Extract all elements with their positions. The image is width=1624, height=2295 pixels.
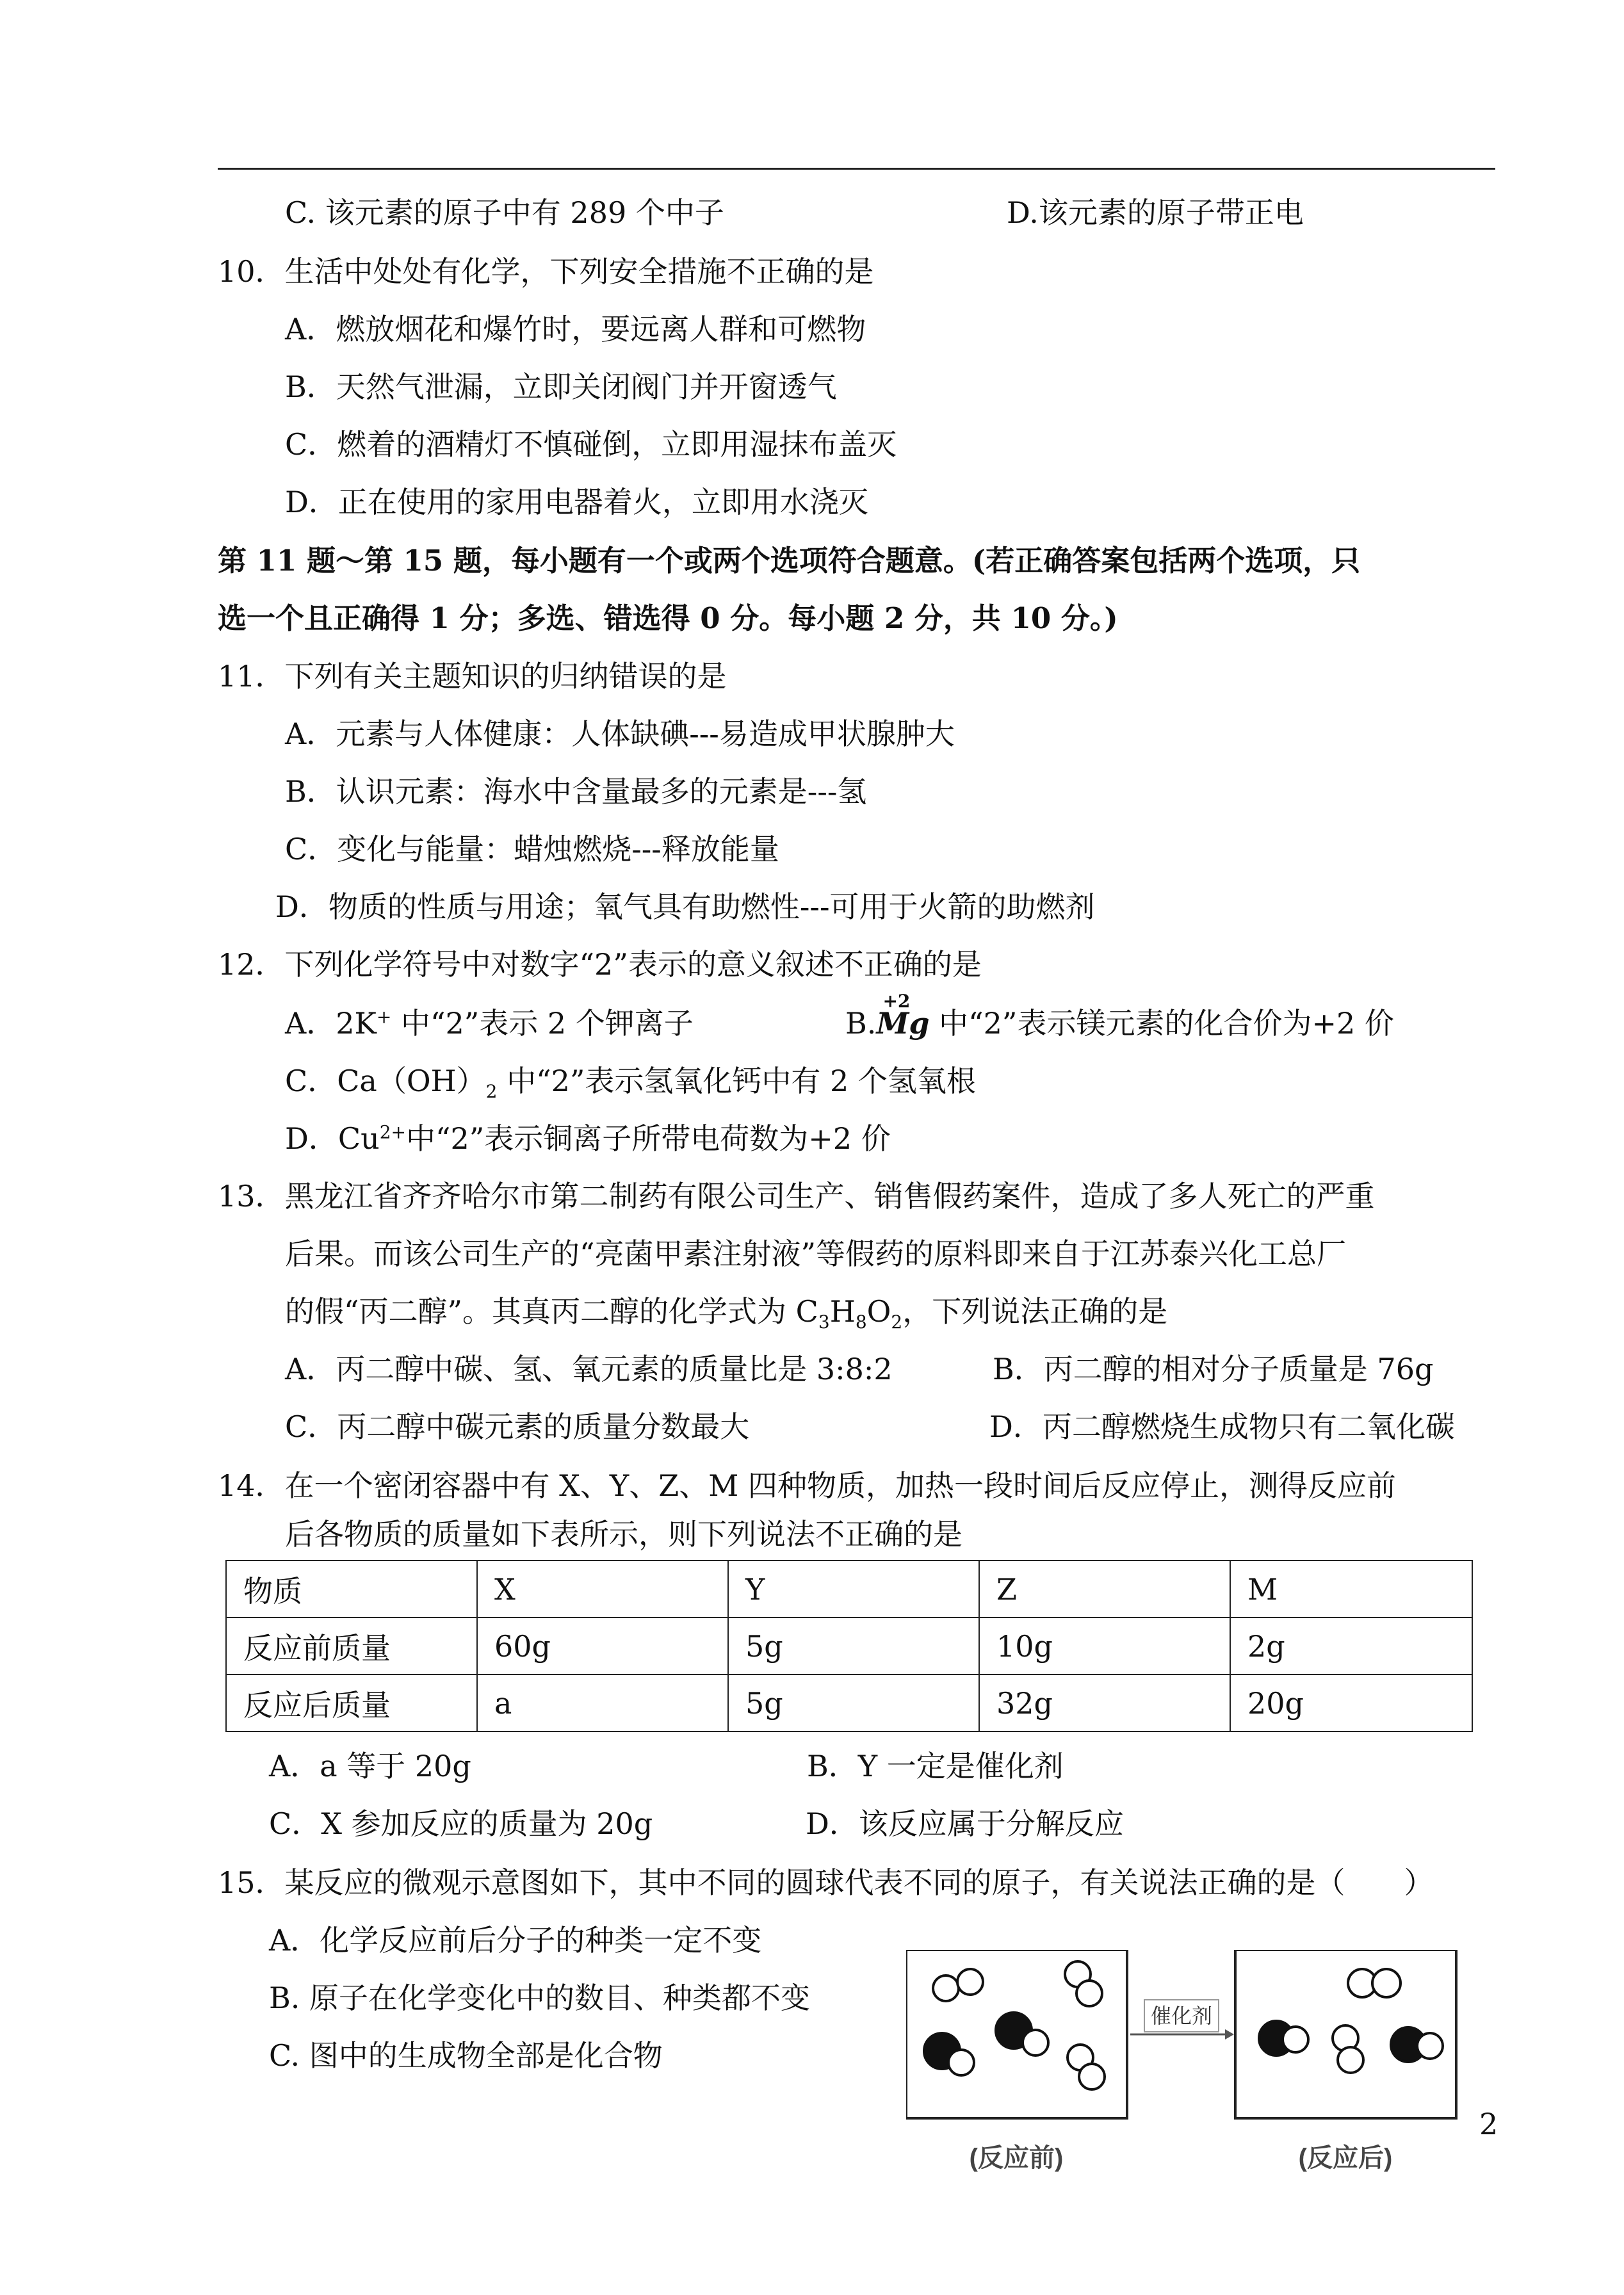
- table-cell: 10g: [979, 1618, 1230, 1675]
- table-header-cell: Z: [979, 1561, 1230, 1618]
- molecule-atom-white: [1023, 2030, 1048, 2056]
- q14-option-b: B．Y 一定是催化剂: [807, 1749, 1064, 1783]
- q13-stem-line1: 13．黑龙江省齐齐哈尔市第二制药有限公司生产、销售假药案件，造成了多人死亡的严重: [218, 1179, 1375, 1213]
- table-cell: 20g: [1230, 1675, 1472, 1731]
- formula-sub-o: 2: [891, 1311, 903, 1333]
- table-header-cell: 物质: [226, 1561, 477, 1618]
- molecule-atom-white: [1079, 2064, 1105, 2089]
- q12-d-text: 中“2”表示铜离子所带电荷数为+2 价: [405, 1121, 891, 1156]
- q14-option-c: C．X 参加反应的质量为 20g: [269, 1806, 653, 1841]
- table-cell: 5g: [728, 1618, 979, 1675]
- molecule-atom-white: [957, 1969, 983, 1995]
- q12-d-superscript: 2+: [379, 1121, 406, 1143]
- header-rule: [218, 168, 1495, 170]
- page-number: 2: [1479, 2107, 1498, 2141]
- q9-option-d: D.该元素的原子带正电: [1007, 195, 1304, 230]
- mg-symbol: [876, 991, 930, 1042]
- q12-c-subscript: 2: [485, 1081, 498, 1103]
- formula-sub-c: 3: [818, 1311, 830, 1333]
- table-cell: 32g: [979, 1675, 1230, 1731]
- section-instruction-line2: 选一个且正确得 1 分；多选、错选得 0 分。每小题 2 分，共 10 分。): [218, 601, 1118, 635]
- molecule-atom-white: [1076, 1981, 1102, 2006]
- q14-stem-line2: 后各物质的质量如下表所示，则下列说法不正确的是: [285, 1517, 962, 1552]
- q11-stem: 11．下列有关主题知识的归纳错误的是: [218, 659, 727, 693]
- mg-valence: +2: [882, 991, 911, 1012]
- mass-table: [225, 1560, 1473, 1732]
- formula-o: O: [866, 1294, 891, 1329]
- mg-element: Mg: [876, 1006, 930, 1041]
- q15-stem: 15．某反应的微观示意图如下，其中不同的圆球代表不同的原子，有关说法正确的是（ ）: [218, 1865, 1434, 1900]
- q13-stem3-prefix: 的假“丙二醇”。其真丙二醇的化学式为 C: [285, 1294, 818, 1329]
- table-cell: 2g: [1230, 1618, 1472, 1675]
- q12-stem: 12．下列化学符号中对数字“2”表示的意义叙述不正确的是: [218, 947, 982, 982]
- table-cell: 5g: [728, 1675, 979, 1731]
- q9-option-c: C. 该元素的原子中有 289 个中子: [285, 195, 724, 230]
- q13-option-b: B．丙二醇的相对分子质量是 76g: [993, 1352, 1434, 1386]
- table-header-cell: Y: [728, 1561, 979, 1618]
- molecule-atom-white: [948, 2050, 974, 2075]
- q10-stem: 10．生活中处处有化学，下列安全措施不正确的是: [218, 254, 874, 289]
- section-instruction-line1: 第 11 题～第 15 题，每小题有一个或两个选项符合题意。(若正确答案包括两个选项，只: [218, 544, 1361, 578]
- q12-option-a: [285, 1004, 694, 1042]
- q15-option-c: C. 图中的生成物全部是化合物: [269, 2038, 663, 2073]
- q13-option-a: A．丙二醇中碳、氢、氧元素的质量比是 3:8:2: [285, 1352, 893, 1386]
- q14-option-a: A．a 等于 20g: [269, 1749, 471, 1783]
- table-cell: 反应后质量: [226, 1675, 477, 1731]
- formula-sub-h: 8: [855, 1311, 867, 1333]
- q13-stem-line2: 后果。而该公司生产的“亮菌甲素注射液”等假药的原料即来自于江苏泰兴化工总厂: [285, 1237, 1347, 1271]
- q10-option-b: B．天然气泄漏，立即关闭阀门并开窗透气: [285, 369, 837, 404]
- reaction-diagram: [906, 1950, 1482, 2193]
- table-cell: a: [477, 1675, 728, 1731]
- table-row: [226, 1618, 1472, 1675]
- table-header-cell: M: [1230, 1561, 1472, 1618]
- molecule-atom-white: [1417, 2033, 1443, 2059]
- q15-option-a: A．化学反应前后分子的种类一定不变: [269, 1923, 762, 1958]
- table-cell: 60g: [477, 1618, 728, 1675]
- formula-h: H: [829, 1294, 856, 1329]
- molecule-atom-white: [1283, 2027, 1308, 2052]
- q13-stem3-suffix: ，下列说法正确的是: [902, 1294, 1168, 1329]
- q10-option-a: A．燃放烟花和爆竹时，要远离人群和可燃物: [285, 312, 866, 346]
- q12-b-text: 中“2”表示镁元素的化合价为+2 价: [929, 1006, 1394, 1041]
- q14-stem-line1: 14．在一个密闭容器中有 X、Y、Z、M 四种物质，加热一段时间后反应停止，测得反应前: [218, 1468, 1396, 1503]
- q10-option-c: C．燃着的酒精灯不慎碰倒，立即用湿抹布盖灭: [285, 427, 897, 462]
- before-label: (反应前): [969, 2144, 1064, 2172]
- molecule-atom-white: [933, 1975, 959, 2001]
- q11-option-c: C．变化与能量：蜡烛燃烧---释放能量: [285, 832, 779, 866]
- after-label: (反应后): [1298, 2144, 1393, 2172]
- q11-option-a: A．元素与人体健康：人体缺碘---易造成甲状腺肿大: [285, 717, 955, 751]
- q14-option-d: D．该反应属于分解反应: [806, 1806, 1124, 1841]
- catalyst-label: 催化剂: [1150, 2004, 1213, 2027]
- arrow-head: [1225, 2029, 1234, 2040]
- q13-option-c: C．丙二醇中碳元素的质量分数最大: [285, 1409, 750, 1444]
- q11-option-d: D．物质的性质与用途；氧气具有助燃性---可用于火箭的助燃剂: [275, 889, 1095, 924]
- q12-d-prefix: D．Cu: [285, 1121, 380, 1156]
- table-header-cell: X: [477, 1561, 728, 1618]
- q12-a-text: 中“2”表示 2 个钾离子: [391, 1006, 694, 1041]
- q12-a-prefix: A．2K: [285, 1006, 377, 1041]
- q12-c-prefix: C．Ca（OH）: [285, 1064, 486, 1098]
- q13-stem-line3: [285, 1292, 1167, 1331]
- q12-b-prefix: B.: [845, 1006, 877, 1041]
- q15-option-b: B. 原子在化学变化中的数目、种类都不变: [269, 1981, 811, 2015]
- q12-a-superscript: +: [376, 1006, 392, 1028]
- molecule-atom-white: [1338, 2047, 1363, 2073]
- q12-option-c: [285, 1062, 976, 1103]
- table-row: [226, 1675, 1472, 1731]
- q10-option-d: D．正在使用的家用电器着火，立即用水浇灭: [285, 485, 868, 519]
- molecule-atom-white: [1372, 1969, 1401, 1997]
- q12-option-b: [845, 991, 1394, 1042]
- table-cell: 反应前质量: [226, 1618, 477, 1675]
- q13-option-d: D．丙二醇燃烧生成物只有二氧化碳: [989, 1409, 1455, 1444]
- table-header-row: [226, 1561, 1472, 1618]
- q12-option-d: [285, 1119, 891, 1158]
- q11-option-b: B．认识元素：海水中含量最多的元素是---氢: [285, 774, 867, 809]
- q12-c-text: 中“2”表示氢氧化钙中有 2 个氢氧根: [497, 1064, 976, 1098]
